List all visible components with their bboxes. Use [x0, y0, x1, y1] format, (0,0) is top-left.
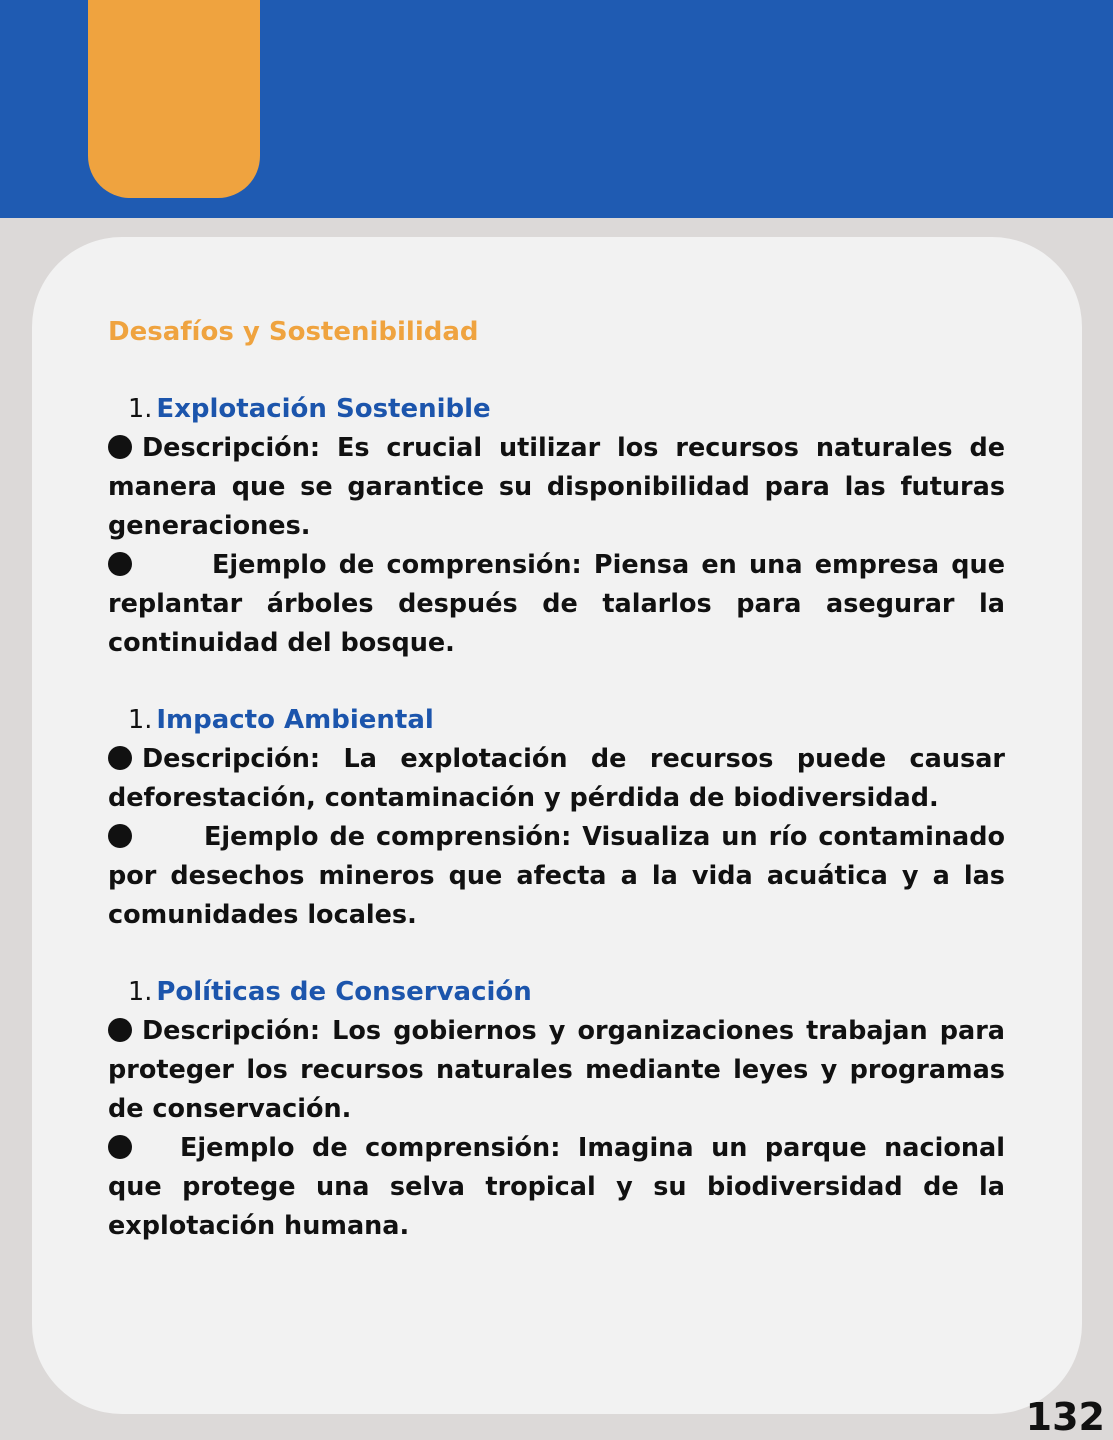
- item-impacto-ambiental: [108, 701, 1005, 935]
- item-number: 1.: [128, 977, 153, 1007]
- section-title: Desafíos y Sostenibilidad: [108, 317, 479, 347]
- description-paragraph: [108, 429, 1005, 546]
- item-heading: [108, 973, 1005, 1012]
- item-title: Explotación Sostenible: [156, 394, 491, 424]
- item-explotacion-sostenible: [108, 390, 1005, 663]
- description-paragraph: [108, 740, 1005, 818]
- example-paragraph: [108, 818, 1005, 935]
- item-number: 1.: [128, 394, 153, 424]
- bullet-icon: [108, 552, 132, 576]
- item-heading: [108, 390, 1005, 429]
- page-number: 132: [1025, 1395, 1105, 1439]
- bullet-icon: [108, 1135, 132, 1159]
- item-title: Políticas de Conservación: [156, 977, 532, 1007]
- bullet-icon: [108, 1018, 132, 1042]
- example-text: Ejemplo de comprensión: Imagina un parque nacional que protege una selva tropical y su biodiversidad de la explotación humana.: [108, 1133, 1005, 1241]
- bullet-icon: [108, 746, 132, 770]
- description-text: Descripción: Los gobiernos y organizaciones trabajan para proteger los recursos naturales mediante leyes y programas de conservación.: [108, 1016, 1005, 1124]
- orange-tab-decoration: [88, 0, 260, 198]
- item-heading: [108, 701, 1005, 740]
- example-text: Ejemplo de comprensión: Visualiza un río contaminado por desechos mineros que afecta a la vida acuática y a las comunidades locales.: [108, 822, 1005, 930]
- description-text: Descripción: La explotación de recursos puede causar deforestación, contaminación y pérdida de biodiversidad.: [108, 744, 1005, 813]
- item-title: Impacto Ambiental: [156, 705, 434, 735]
- bullet-icon: [108, 435, 132, 459]
- description-text: Descripción: Es crucial utilizar los recursos naturales de manera que se garantice su disponibilidad para las futuras generaciones.: [108, 433, 1005, 541]
- bullet-icon: [108, 824, 132, 848]
- example-paragraph: [108, 1129, 1005, 1246]
- item-politicas-conservacion: [108, 973, 1005, 1246]
- item-number: 1.: [128, 705, 153, 735]
- example-paragraph: [108, 546, 1005, 663]
- content-body: [108, 312, 1005, 1284]
- description-paragraph: [108, 1012, 1005, 1129]
- example-text: Ejemplo de comprensión: Piensa en una empresa que replantar árboles después de talarlos para asegurar la continuidad del bosque.: [108, 550, 1005, 658]
